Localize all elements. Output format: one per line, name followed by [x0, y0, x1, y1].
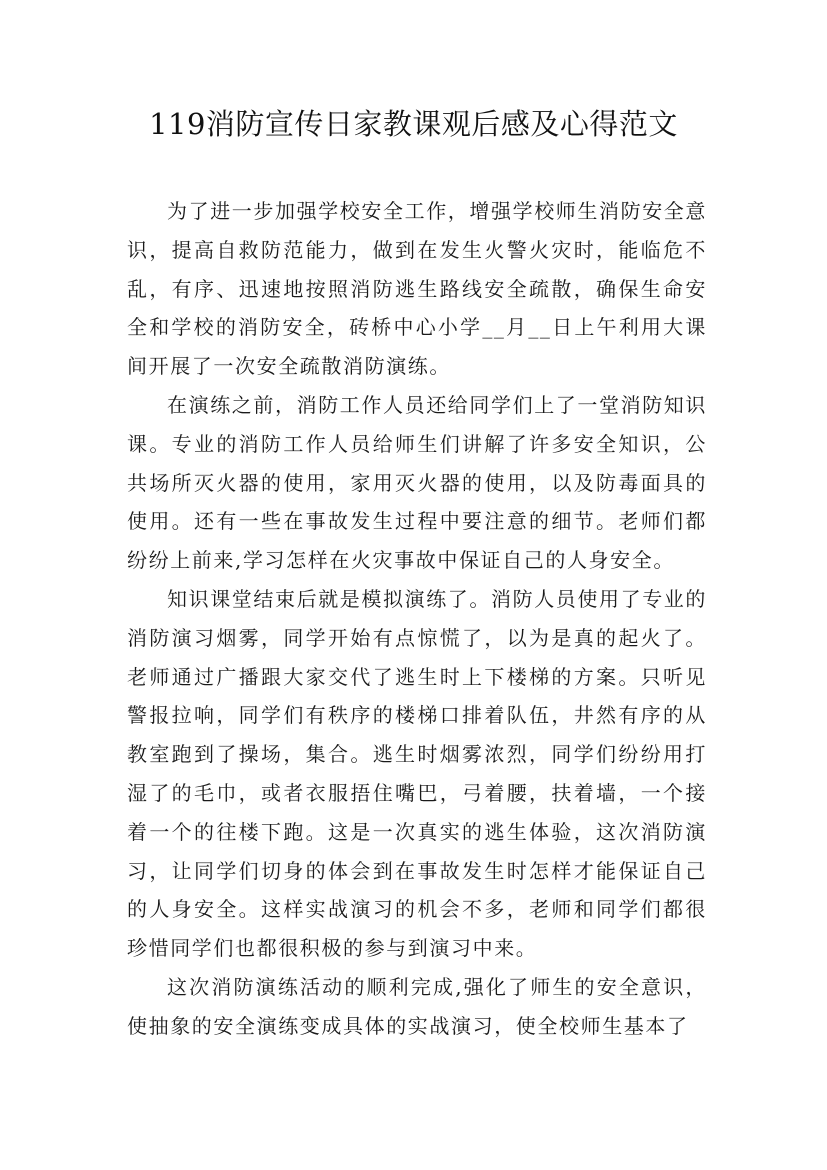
document-body — [127, 192, 707, 1046]
paragraph: 知识课堂结束后就是模拟演练了。消防人员使用了专业的消防演习烟雾，同学开始有点惊慌了，以为是真的起火了。老师通过广播跟大家交代了逃生时上下楼梯的方案。只听见警报拉响，同学们有秩序的楼梯口排着队伍，井然有序的从教室跑到了操场，集合。逃生时烟雾浓烈，同学们纷纷用打湿了的毛巾，或者衣服捂住嘴巴，弓着腰，扶着墙，一个接着一个的往楼下跑。这是一次真实的逃生体验，这次消防演习，让同学们切身的体会到在事故发生时怎样才能保证自己的人身安全。这样实战演习的机会不多，老师和同学们都很珍惜同学们也都很积极的参与到演习中来。 — [127, 586, 707, 961]
paragraph: 这次消防演练活动的顺利完成,强化了师生的安全意识，使抽象的安全演练变成具体的实战演习，使全校师生基本了 — [127, 974, 707, 1038]
paragraph: 在演练之前，消防工作人员还给同学们上了一堂消防知识课。专业的消防工作人员给师生们讲解了许多安全知识，公共场所灭火器的使用，家用灭火器的使用，以及防毒面具的使用。还有一些在事故发生过程中要注意的细节。老师们都纷纷上前来,学习怎样在火灾事故中保证自己的人身安全。 — [127, 392, 707, 573]
document-title: 119消防宣传日家教课观后感及心得范文 — [149, 107, 678, 141]
paragraph: 为了进一步加强学校安全工作，增强学校师生消防安全意识，提高自救防范能力，做到在发生火警火灾时，能临危不乱，有序、迅速地按照消防逃生路线安全疏散，确保生命安全和学校的消防安全，砖桥中心小学__月__日上午利用大课间开展了一次安全疏散消防演练。 — [127, 199, 707, 379]
